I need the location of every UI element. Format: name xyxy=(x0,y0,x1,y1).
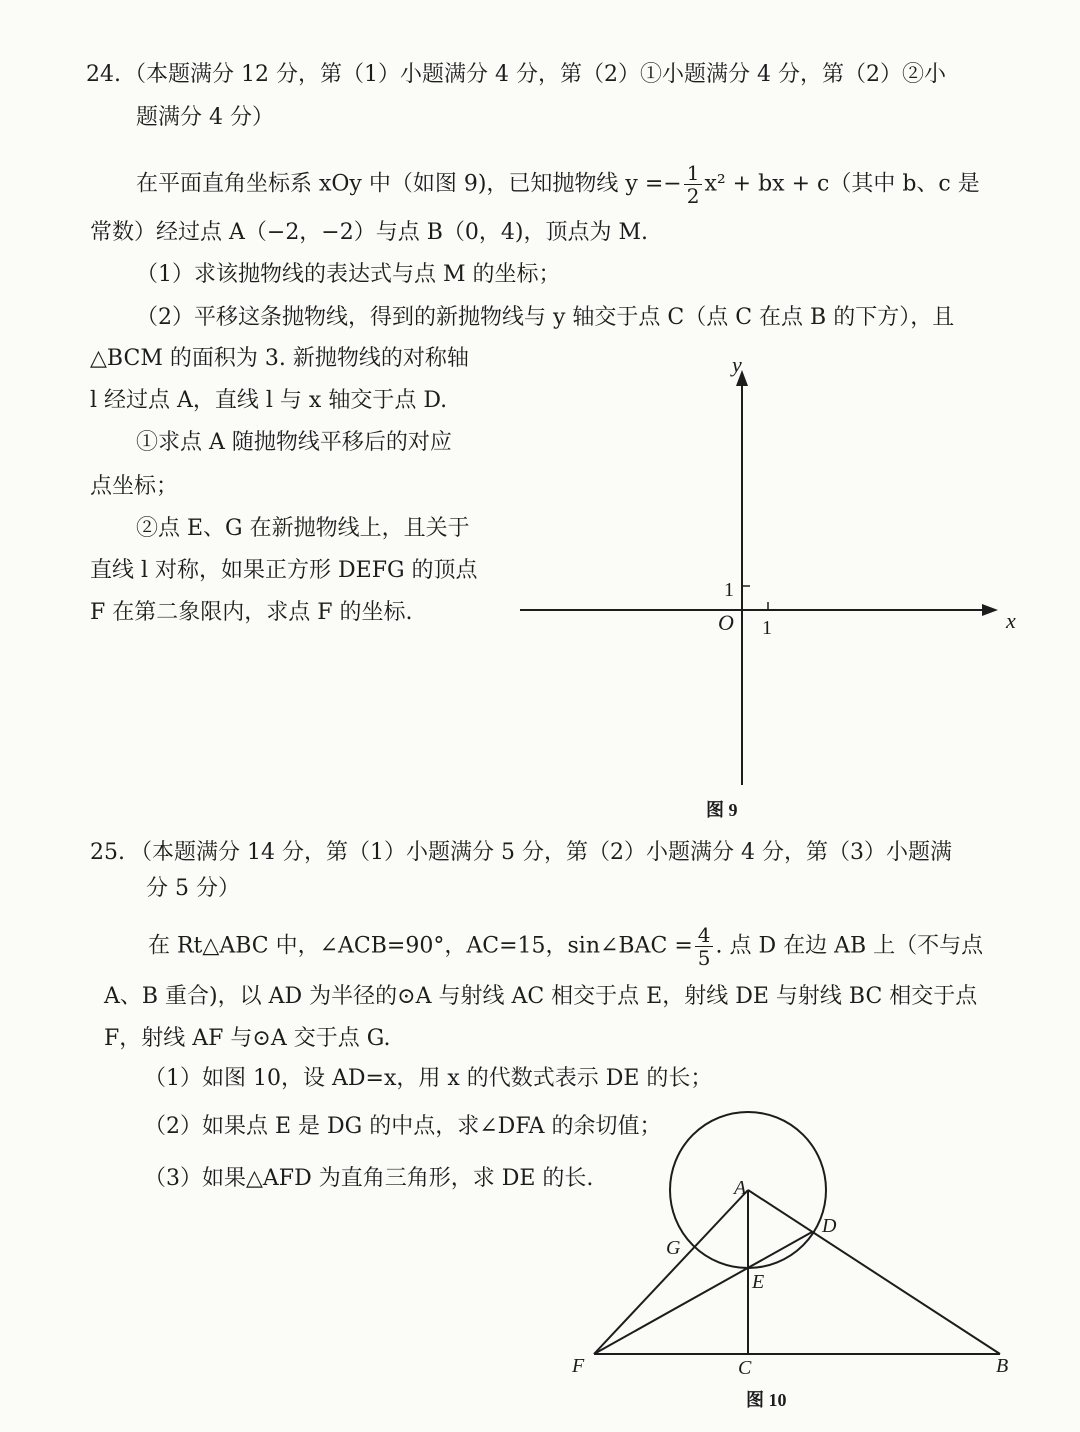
q24-intro xyxy=(136,162,980,207)
q24-part2-line2: △BCM 的面积为 3. 新抛物线的对称轴 xyxy=(90,346,469,371)
q24-intro-part-b: x² + bx + c（其中 b、c 是 xyxy=(704,171,980,197)
q24-sub1: ①求点 A 随抛物线平移后的对应 xyxy=(136,430,452,455)
q25-part3: （3）如果△AFD 为直角三角形，求 DE 的长. xyxy=(144,1166,594,1191)
x-tick-label: 1 xyxy=(762,617,772,639)
segment-df xyxy=(594,1232,812,1354)
label-a: A xyxy=(734,1177,747,1199)
label-c: C xyxy=(738,1357,752,1379)
q25-frac-num: 4 xyxy=(695,924,714,947)
label-e: E xyxy=(752,1271,765,1293)
q25-intro-part-a: 在 Rt△ABC 中，∠ACB=90°，AC=15，sin∠BAC = xyxy=(148,933,693,959)
label-d: D xyxy=(822,1215,837,1237)
q24-header: （本题满分 12 分，第（1）小题满分 4 分，第（2）①小题满分 4 分，第（2）②小 xyxy=(124,62,946,87)
q25-number: 25. xyxy=(90,840,125,865)
q24-frac-num: 1 xyxy=(684,162,703,185)
q25-intro-part-b: . 点 D 在边 AB 上（不与点 xyxy=(715,933,984,959)
figure-9 xyxy=(500,340,1040,830)
segment-af xyxy=(594,1190,748,1354)
q24-part2-line3: l 经过点 A，直线 l 与 x 轴交于点 D. xyxy=(90,388,448,413)
q24-frac-den: 2 xyxy=(686,184,700,208)
label-f: F xyxy=(572,1355,585,1377)
q25-header: （本题满分 14 分，第（1）小题满分 5 分，第（2）小题满分 4 分，第（3）小题满 xyxy=(130,840,952,865)
q25-part2: （2）如果点 E 是 DG 的中点，求∠DFA 的余切值； xyxy=(144,1114,662,1139)
figure-10 xyxy=(560,1110,1030,1420)
x-axis-label: x xyxy=(1006,608,1016,633)
q25-intro xyxy=(148,924,983,969)
origin-label: O xyxy=(718,610,734,635)
y-axis-label: y xyxy=(732,352,742,377)
q25-header-cont: 分 5 分） xyxy=(146,876,240,901)
label-g: G xyxy=(666,1237,681,1259)
figure-9-caption: 图 9 xyxy=(706,800,738,820)
q24-sub2-line3: F 在第二象限内，求点 F 的坐标. xyxy=(90,600,413,625)
q24-header-cont: 题满分 4 分） xyxy=(136,105,274,130)
segment-ab xyxy=(748,1190,1000,1354)
y-tick-label: 1 xyxy=(724,579,734,601)
q24-intro-cont: 常数）经过点 A（−2，−2）与点 B（0，4)，顶点为 M. xyxy=(90,220,648,245)
q24-part1: （1）求该抛物线的表达式与点 M 的坐标； xyxy=(136,262,561,287)
q25-frac-den: 5 xyxy=(697,946,711,970)
q24-number: 24. xyxy=(86,62,121,87)
q25-intro-line3: F，射线 AF 与⊙A 交于点 G. xyxy=(104,1026,391,1051)
q24-sub2: ②点 E、G 在新抛物线上，且关于 xyxy=(136,516,470,541)
q24-sub2-line2: 直线 l 对称，如果正方形 DEFG 的顶点 xyxy=(90,558,478,583)
label-b: B xyxy=(996,1355,1009,1377)
x-axis-arrow-icon xyxy=(982,604,998,616)
q25-intro-line2: A、B 重合)，以 AD 为半径的⊙A 与射线 AC 相交于点 E，射线 DE 与射线 BC 相交于点 xyxy=(104,984,978,1009)
q24-part2: （2）平移这条抛物线，得到的新抛物线与 y 轴交于点 C（点 C 在点 B 的下方），且 xyxy=(136,305,955,330)
q25-part1: （1）如图 10，设 AD=x，用 x 的代数式表示 DE 的长； xyxy=(144,1066,713,1091)
figure-10-caption: 图 10 xyxy=(746,1390,787,1410)
q24-fraction xyxy=(684,162,703,207)
q24-sub1-cont: 点坐标； xyxy=(90,474,179,499)
q24-intro-part-a: 在平面直角坐标系 xOy 中（如图 9)，已知抛物线 y =− xyxy=(136,171,682,197)
q25-fraction xyxy=(695,924,714,969)
